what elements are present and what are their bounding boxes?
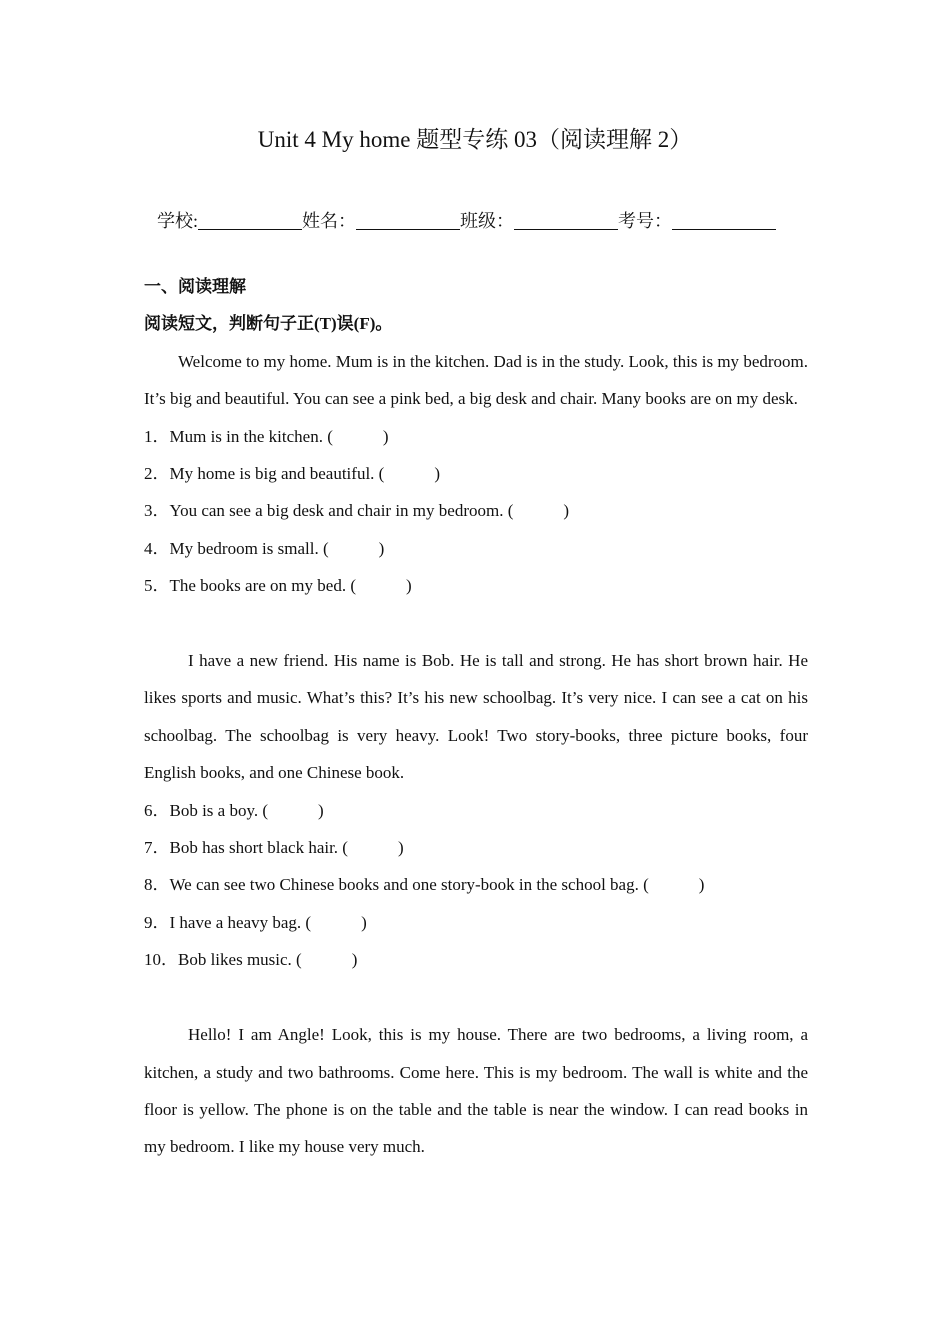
page-title: Unit 4 My home 题型专练 03（阅读理解 2） — [257, 127, 693, 152]
exam-number-blank[interactable] — [672, 211, 776, 230]
question-3: 3．You can see a big desk and chair in my bedroom. ( ) — [144, 501, 570, 521]
student-info-line — [157, 207, 776, 235]
name-blank[interactable] — [356, 211, 460, 230]
passage-1: Welcome to my home. Mum is in the kitchen. Dad is in the study. Look, this is my bedroom. It’s big and beautiful. You can see a pink bed, a big desk and chair. Many books are on my desk. — [144, 351, 808, 409]
spacer — [144, 605, 808, 642]
question-5: 5．The books are on my bed. ( ) — [144, 576, 412, 596]
question-4: 4．My bedroom is small. ( ) — [144, 538, 385, 558]
question-8: 8．We can see two Chinese books and one story-book in the school bag. ( ) — [144, 875, 705, 895]
instruction: 阅读短文，判断句子正(T)误(F)。 — [144, 314, 393, 334]
class-label: 班级： — [460, 211, 515, 231]
question-2: 2．My home is big and beautiful. ( ) — [144, 464, 440, 484]
content-area — [144, 268, 808, 1166]
school-label: 学校: — [157, 211, 199, 231]
name-label: 姓名： — [302, 211, 357, 231]
spacer — [144, 979, 808, 1016]
question-10: 10．Bob likes music. ( ) — [144, 950, 358, 970]
exam-number-label: 考号： — [618, 211, 673, 231]
passage-3: Hello! I am Angle! Look, this is my house. There are two bedrooms, a living room, a kitchen, a study and two bathrooms. Come here. This is my bedroom. The wall is white and the floor is yellow. The phone is on the table and the table is near the window. I can read books in my bedroom. I like my house very much. — [144, 1025, 808, 1157]
question-1: 1．Mum is in the kitchen. ( ) — [144, 426, 389, 446]
question-7: 7．Bob has short black hair. ( ) — [144, 838, 404, 858]
question-6: 6．Bob is a boy. ( ) — [144, 800, 324, 820]
passage-2: I have a new friend. His name is Bob. He is tall and strong. He has short brown hair. He likes sports and music. What’s this? It’s his new schoolbag. It’s very nice. I can see a cat on his schoolbag. The schoolbag is very heavy. Look! Two story-books, three picture books, four English books, and one Chinese book. — [144, 651, 808, 783]
question-9: 9．I have a heavy bag. ( ) — [144, 912, 367, 932]
school-blank[interactable] — [198, 211, 302, 230]
class-blank[interactable] — [514, 211, 618, 230]
section-heading: 一、阅读理解 — [144, 277, 246, 296]
